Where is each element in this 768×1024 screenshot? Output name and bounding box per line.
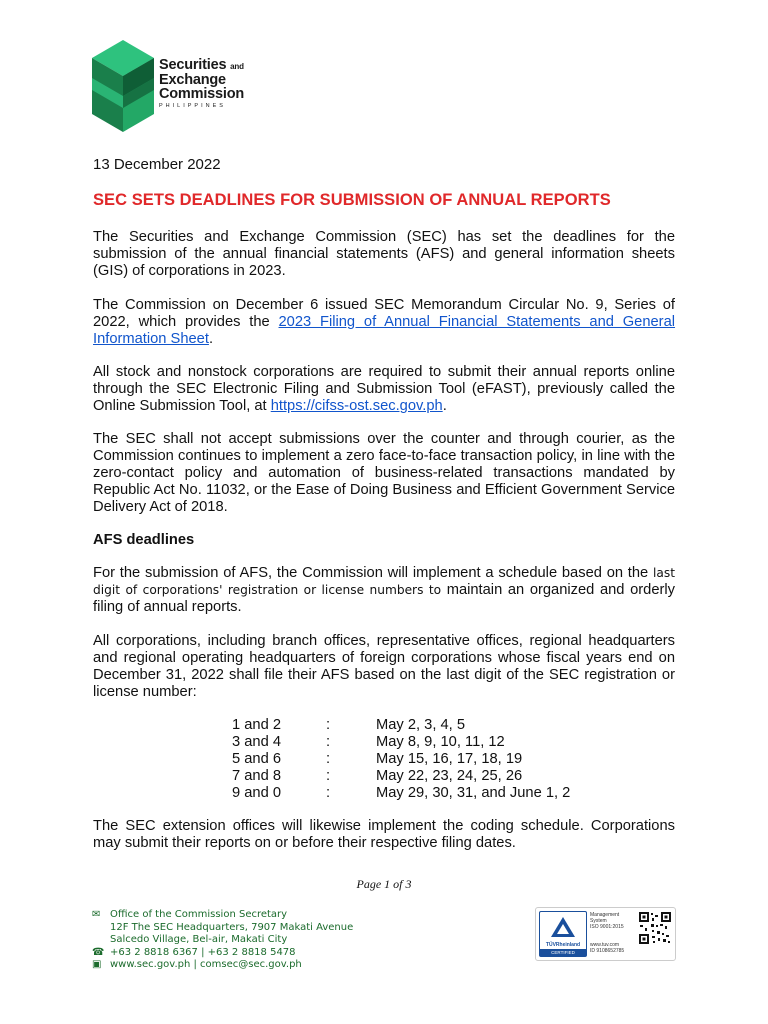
schedule-separator: :: [326, 734, 331, 750]
schedule-digits: 5 and 6: [232, 751, 282, 767]
paragraph-afs-end: maintain an organized and orderly filing of annual reports.: [93, 582, 675, 615]
sec-logo-mark-icon: [90, 38, 156, 134]
globe-icon: ▣: [92, 959, 102, 970]
schedule-separator: :: [326, 717, 331, 733]
certification-text: [590, 912, 624, 954]
schedule-row: [232, 751, 570, 768]
schedule-separator: :: [326, 768, 331, 784]
cert-line2: System: [590, 918, 607, 924]
schedule-row: [232, 785, 570, 802]
footer-contact: [92, 909, 353, 972]
schedule-dates: May 15, 16, 17, 18, 19: [376, 751, 523, 767]
filing-schedule: [232, 717, 570, 802]
paragraph-all-corporations: All corporations, including branch offices, representative offices, regional headquarters and regional operating headquarters of foreign corporations whose fiscal years end on December 31, 2022 shall file their AFS based on the last digit of the SEC registration or license number:: [93, 633, 675, 700]
footer-web[interactable]: www.sec.gov.ph | comsec@sec.gov.ph: [110, 959, 302, 970]
schedule-row: [232, 768, 570, 785]
paragraph-afs-small-text: last digit of corporations' registration or license numbers to: [93, 566, 675, 597]
paragraph-extension-offices: The SEC extension offices will likewise implement the coding schedule. Corporations may submit their reports on or before their respective filing dates.: [93, 818, 675, 851]
headline: SEC SETS DEADLINES FOR SUBMISSION OF ANNUAL REPORTS: [93, 191, 611, 209]
logo-country: PHILIPPINES: [159, 102, 226, 109]
schedule-separator: :: [326, 751, 331, 767]
schedule-digits: 3 and 4: [232, 734, 282, 750]
paragraph-afs-schedule: [93, 565, 675, 616]
qr-code-icon: [638, 911, 672, 945]
footer-office-row: [92, 909, 353, 922]
logo-and: and: [230, 62, 244, 71]
tuv-triangle-icon: [540, 914, 586, 940]
schedule-separator: :: [326, 785, 331, 801]
paragraph-no-counter: The SEC shall not accept submissions over the counter and through courier, as the Commission continues to implement a zero face-to-face transaction policy, in line with the zero-contact policy and automation of business-related transactions mandated by Republic Act No. 11032, or the Ease of Doing Business and Efficient Government Service Delivery Act of 2018.: [93, 431, 675, 515]
footer-address2: Salcedo Village, Bel-air, Makati City: [110, 934, 288, 945]
schedule-dates: May 29, 30, 31, and June 1, 2: [376, 785, 571, 801]
footer-phone-row: [92, 947, 353, 960]
paragraph-circular: [93, 297, 675, 348]
footer-address1: 12F The SEC Headquarters, 7907 Makati Avenue: [110, 921, 354, 933]
paragraph-efast-text: All stock and nonstock corporations are required to submit their annual reports online through the SEC Electronic Filing and Submission Tool (eFAST), previously called the Online Submission Tool, at: [93, 364, 675, 414]
logo-line3: Commission: [159, 86, 245, 102]
schedule-dates: May 8, 9, 10, 11, 12: [376, 734, 505, 750]
logo-line1: Securities: [159, 57, 227, 73]
tuv-label: TÜVRheinland: [545, 942, 581, 948]
filing-circular-link[interactable]: 2023 Filing of Annual Financial Statements and General Information Sheet: [93, 314, 676, 347]
afs-deadlines-heading: AFS deadlines: [93, 532, 195, 548]
schedule-dates: May 2, 3, 4, 5: [376, 717, 465, 733]
logo-line2: Exchange: [159, 71, 226, 88]
efast-url-link[interactable]: https://cifss-ost.sec.gov.ph: [270, 398, 443, 414]
envelope-icon: ✉: [92, 909, 101, 920]
sec-logo: [90, 38, 270, 134]
schedule-digits: 1 and 2: [232, 717, 282, 733]
paragraph-efast: [93, 364, 675, 415]
footer-web-row: [92, 959, 353, 972]
tuv-logo: [539, 911, 587, 957]
cert-line1: Management: [590, 912, 620, 918]
cert-line3: ISO 9001:2015: [590, 924, 624, 930]
paragraph-intro: The Securities and Exchange Commission (SEC) has set the deadlines for the submission of the annual financial statements (AFS) and general information sheets (GIS) of corporations in 2023.: [93, 229, 675, 279]
press-release-date: 13 December 2022: [93, 156, 221, 173]
sec-logo-wordmark: [159, 58, 244, 109]
paragraph-circular-text: The Commission on December 6 issued SEC Memorandum Circular No. 9, Series of 2022, which provides the: [93, 297, 675, 330]
paragraph-efast-end: .: [442, 398, 447, 414]
footer-address-row: [92, 922, 353, 935]
schedule-digits: 9 and 0: [232, 785, 282, 801]
schedule-dates: May 22, 23, 24, 25, 26: [376, 768, 523, 784]
cert-line5: ID 9108652785: [590, 948, 625, 954]
paragraph-afs-text: For the submission of AFS, the Commission will implement a schedule based on the: [93, 565, 654, 581]
paragraph-circular-end: .: [208, 331, 214, 347]
tuv-certified: CERTIFIED: [540, 949, 586, 956]
footer-phones: +63 2 8818 6367 | +63 2 8818 5478: [110, 946, 296, 958]
schedule-row: [232, 734, 570, 751]
schedule-digits: 7 and 8: [232, 768, 282, 784]
phone-icon: ☎: [92, 946, 105, 958]
iso-certification-badge: [535, 907, 676, 961]
footer-address-row: [92, 934, 353, 947]
schedule-row: [232, 717, 570, 734]
footer-office: Office of the Commission Secretary: [110, 909, 288, 920]
cert-line4: www.tuv.com: [590, 942, 620, 948]
page-number: Page 1 of 3: [356, 877, 412, 891]
